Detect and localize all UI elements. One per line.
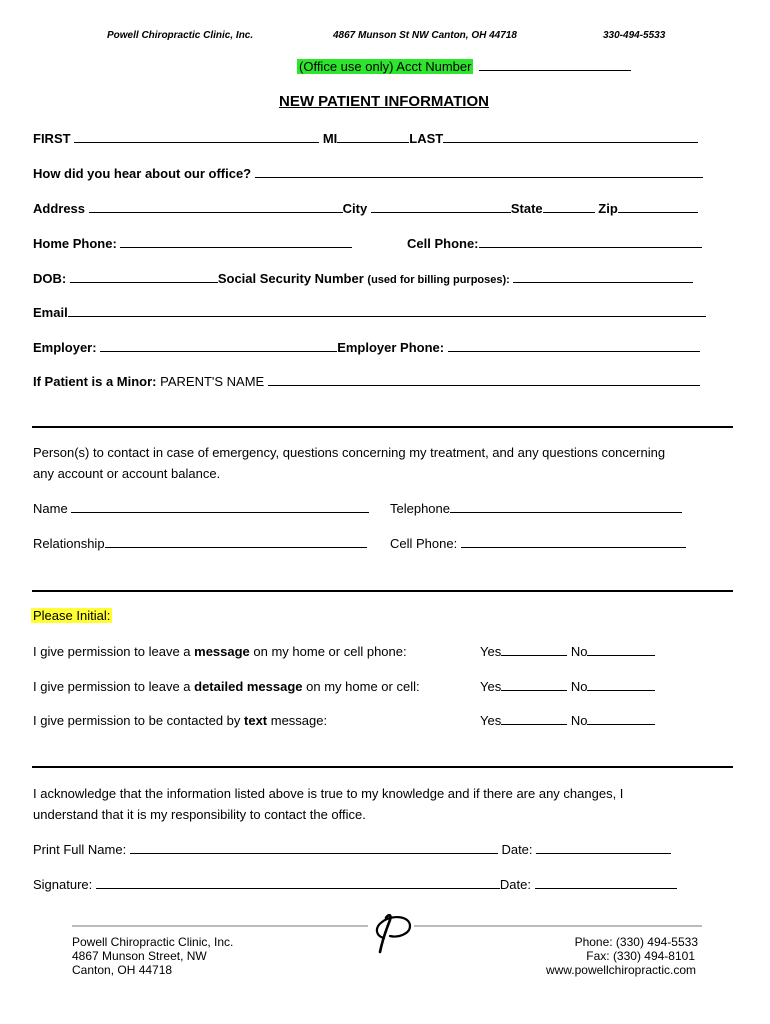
footer-website-link[interactable]: www.powellchiropractic.com — [545, 963, 696, 977]
yes-initial-field[interactable] — [501, 644, 567, 656]
dob-field[interactable] — [70, 271, 218, 283]
permission-text-message-options — [480, 713, 655, 728]
address-row — [33, 201, 698, 216]
minor-row — [33, 374, 700, 389]
section-divider — [32, 426, 733, 428]
permission-text-post: message: — [267, 713, 328, 728]
no-initial-field[interactable] — [587, 679, 655, 691]
cell-phone-row — [407, 236, 702, 251]
mi-field[interactable] — [337, 131, 409, 143]
employer-phone-field[interactable] — [448, 340, 700, 352]
cell-phone-label: Cell Phone: — [407, 236, 479, 251]
emergency-telephone-row — [390, 501, 682, 516]
header-phone: 330-494-5533 — [603, 30, 666, 41]
acct-number-field[interactable] — [479, 59, 631, 71]
relationship-label: Relationship — [33, 536, 105, 551]
yes-initial-field[interactable] — [501, 713, 567, 725]
permission-message-text — [33, 644, 407, 659]
print-date-field[interactable] — [536, 842, 671, 854]
ssn-field[interactable] — [513, 271, 693, 283]
email-label: Email — [33, 305, 68, 320]
acknowledge-line-1: I acknowledge that the information listed above is true to my knowledge and if there are any changes, I — [33, 786, 624, 801]
referral-field[interactable] — [255, 166, 703, 178]
permission-text-pre: I give permission to be contacted by — [33, 713, 245, 728]
page-title: NEW PATIENT INFORMATION — [279, 93, 489, 110]
please-initial-label: Please Initial: — [33, 608, 111, 623]
state-field[interactable] — [543, 201, 595, 213]
footer-street: 4867 Munson Street, NW — [72, 949, 207, 963]
office-use-label: (Office use only) Acct Number — [299, 59, 472, 74]
email-field[interactable] — [68, 305, 706, 317]
signature-row — [33, 877, 677, 892]
no-initial-field[interactable] — [587, 713, 655, 725]
office-use-row — [297, 59, 631, 74]
date-label: Date: — [499, 877, 531, 892]
permission-message-options — [480, 644, 655, 659]
header-clinic-name: Powell Chiropractic Clinic, Inc. — [107, 30, 254, 41]
ssn-note: (used for billing purposes): — [367, 274, 510, 286]
emergency-cell-field[interactable] — [461, 536, 686, 548]
emergency-cell-row — [390, 536, 686, 551]
yes-initial-field[interactable] — [501, 679, 567, 691]
first-name-field[interactable] — [74, 131, 319, 143]
city-label: City — [342, 201, 368, 216]
emergency-intro-line-2: any account or account balance. — [33, 466, 221, 481]
date-label: Date: — [501, 842, 533, 857]
clinic-logo-icon — [368, 908, 416, 956]
permission-text-bold: detailed message — [194, 679, 303, 694]
print-name-label: Print Full Name: — [33, 842, 127, 857]
no-initial-field[interactable] — [587, 644, 655, 656]
employer-field[interactable] — [100, 340, 337, 352]
city-field[interactable] — [371, 201, 511, 213]
relationship-row — [33, 536, 367, 551]
signature-field[interactable] — [96, 877, 500, 889]
permission-text-bold: text — [244, 713, 268, 728]
permission-text-pre: I give permission to leave a — [33, 644, 195, 659]
emergency-telephone-field[interactable] — [450, 501, 682, 513]
relationship-field[interactable] — [105, 536, 367, 548]
home-phone-label: Home Phone: — [33, 236, 117, 251]
emergency-name-row — [33, 501, 369, 516]
signature-label: Signature: — [33, 877, 93, 892]
ssn-label: Social Security Number — [217, 271, 364, 286]
cell-phone-field[interactable] — [479, 236, 702, 248]
print-name-field[interactable] — [130, 842, 498, 854]
permission-text-bold: message — [194, 644, 250, 659]
parent-name-field[interactable] — [268, 374, 700, 386]
employer-label: Employer: — [33, 340, 97, 355]
referral-label: How did you hear about our office? — [33, 166, 252, 181]
last-label: LAST — [409, 131, 444, 146]
minor-label: If Patient is a Minor: — [33, 374, 157, 389]
first-label: FIRST — [33, 131, 71, 146]
emergency-name-field[interactable] — [71, 501, 369, 513]
home-phone-row — [33, 236, 352, 251]
section-divider — [32, 590, 733, 592]
section-divider — [32, 766, 733, 768]
dob-label: DOB: — [33, 271, 67, 286]
dob-row — [33, 271, 693, 286]
print-name-row — [33, 842, 671, 857]
footer-clinic-name: Powell Chiropractic Clinic, Inc. — [72, 935, 234, 949]
permission-text-post: on my home or cell: — [302, 679, 420, 694]
acknowledge-line-2: understand that it is my responsibility to contact the office. — [33, 807, 366, 822]
yes-label: Yes — [480, 644, 502, 659]
signature-date-field[interactable] — [535, 877, 677, 889]
address-label: Address — [33, 201, 86, 216]
yes-label: Yes — [480, 713, 502, 728]
emergency-telephone-label: Telephone — [390, 501, 450, 516]
zip-label: Zip — [598, 201, 618, 216]
no-label: No — [570, 679, 588, 694]
emergency-cell-label: Cell Phone: — [390, 536, 458, 551]
footer-phone: Phone: (330) 494-5533 — [574, 935, 698, 949]
permission-detailed-options — [480, 679, 655, 694]
permission-text-post: on my home or cell phone: — [249, 644, 407, 659]
footer-rule-right — [414, 925, 702, 927]
referral-row — [33, 166, 703, 181]
last-name-field[interactable] — [443, 131, 698, 143]
email-row — [33, 305, 706, 320]
please-initial-heading — [31, 608, 112, 623]
employer-phone-label: Employer Phone: — [337, 340, 445, 355]
no-label: No — [570, 713, 588, 728]
address-field[interactable] — [89, 201, 343, 213]
permission-text-pre: I give permission to leave a — [33, 679, 195, 694]
header-address: 4867 Munson St NW Canton, OH 44718 — [333, 30, 517, 41]
yes-label: Yes — [480, 679, 502, 694]
emergency-intro-line-1: Person(s) to contact in case of emergency, questions concerning my treatment, and any questions concerning — [33, 445, 666, 460]
permission-detailed-text — [33, 679, 420, 694]
zip-field[interactable] — [618, 201, 698, 213]
footer-rule-left — [72, 925, 368, 927]
home-phone-field[interactable] — [120, 236, 352, 248]
permission-text-message-text — [33, 713, 327, 728]
mi-label: MI — [322, 131, 338, 146]
parent-name-label: PARENT'S NAME — [160, 374, 265, 389]
footer-city: Canton, OH 44718 — [72, 963, 173, 977]
footer-fax: Fax: (330) 494-8101 — [586, 949, 695, 963]
name-row — [33, 131, 698, 146]
state-label: State — [510, 201, 543, 216]
no-label: No — [570, 644, 588, 659]
employer-row — [33, 340, 700, 355]
emergency-name-label: Name — [33, 501, 68, 516]
